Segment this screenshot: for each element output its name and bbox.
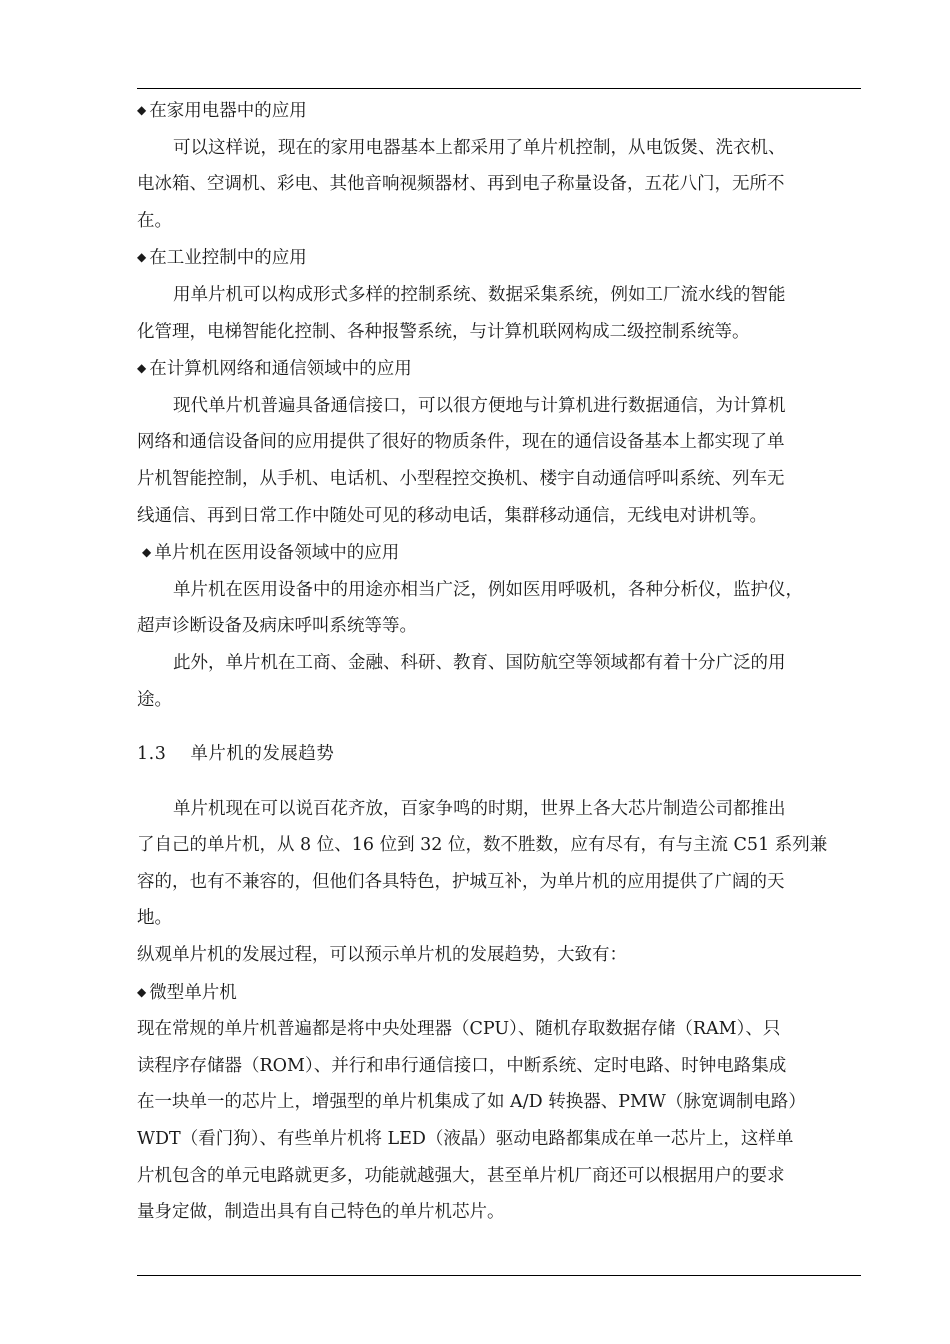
footer-rule — [137, 1275, 861, 1276]
paragraph-line: 化管理，电梯智能化控制、各种报警系统，与计算机联网构成二级控制系统等。 — [137, 321, 750, 342]
paragraph-line: WDT（看门狗）、有些单片机将 LED（液晶）驱动电路都集成在单一芯片上，这样单 — [137, 1129, 794, 1150]
paragraph-line: 了自己的单片机，从 8 位、16 位到 32 位，数不胜数，应有尽有，有与主流 C51 系列兼 — [137, 835, 828, 856]
paragraph-line: 超声诊断设备及病床呼叫系统等等。 — [137, 616, 417, 637]
paragraph — [137, 572, 863, 645]
page-body — [137, 92, 863, 1231]
diamond-bullet-icon: ◆ — [137, 103, 147, 117]
paragraph-line: 片机包含的单元电路就更多，功能就越强大，甚至单片机厂商还可以根据用户的要求 — [137, 1165, 785, 1186]
paragraph — [137, 130, 863, 240]
paragraph-line: 读程序存储器（ROM）、并行和串行通信接口，中断系统、定时电路、时钟电路集成 — [137, 1055, 787, 1076]
paragraph-line: 可以这样说，现在的家用电器基本上都采用了单片机控制，从电饭煲、洗衣机、 — [173, 137, 786, 158]
bullet-heading — [137, 350, 863, 388]
section-number: 1.3 — [137, 744, 167, 765]
paragraph-line: 容的，也有不兼容的，但他们各具特色，护城互补，为单片机的应用提供了广阔的天 — [137, 871, 785, 892]
diamond-bullet-icon: ◆ — [142, 545, 152, 560]
paragraph-line: 纵观单片机的发展过程，可以预示单片机的发展趋势，大致有： — [137, 945, 627, 966]
bullet-heading-text: 在工业控制中的应用 — [149, 248, 307, 269]
paragraph-line: 地。 — [137, 908, 172, 929]
paragraph-line: 现在常规的单片机普遍都是将中央处理器（CPU）、随机存取数据存储（RAM）、只 — [137, 1019, 781, 1040]
bullet-heading-text: 在家用电器中的应用 — [149, 101, 307, 121]
paragraph-line: 量身定做，制造出具有自己特色的单片机芯片。 — [137, 1202, 505, 1223]
paragraph-line: 途。 — [137, 689, 172, 710]
bullet-heading-text: 微型单片机 — [149, 982, 237, 1003]
bullet-heading — [137, 974, 863, 1012]
paragraph — [137, 277, 863, 350]
paragraph-line: 电冰箱、空调机、彩电、其他音响视频器材、再到电子称量设备，五花八门，无所不 — [137, 174, 785, 195]
diamond-bullet-icon: ◆ — [137, 361, 147, 376]
paragraph-line: 此外，单片机在工商、金融、科研、教育、国防航空等领域都有着十分广泛的用 — [173, 652, 786, 673]
diamond-bullet-icon: ◆ — [137, 250, 147, 265]
paragraph-line: 线通信、再到日常工作中随处可见的移动电话，集群移动通信，无线电对讲机等。 — [137, 505, 767, 526]
paragraph-line: 片机智能控制，从手机、电话机、小型程控交换机、楼宇自动通信呼叫系统、列车无 — [137, 468, 785, 489]
bullet-heading — [137, 92, 863, 130]
paragraph-line: 现代单片机普遍具备通信接口，可以很方便地与计算机进行数据通信，为计算机 — [173, 395, 786, 416]
paragraph-line: 用单片机可以构成形式多样的控制系统、数据采集系统，例如工厂流水线的智能 — [173, 284, 786, 305]
paragraph-line: 网络和通信设备间的应用提供了很好的物质条件，现在的通信设备基本上都实现了单 — [137, 432, 785, 453]
bullet-heading — [137, 534, 863, 572]
header-rule — [137, 88, 861, 89]
paragraph-line: 单片机现在可以说百花齐放，百家争鸣的时期，世界上各大芯片制造公司都推出 — [173, 798, 786, 819]
paragraph-line: 在一块单一的芯片上，增强型的单片机集成了如 A/D 转换器、PMW（脉宽调制电路） — [137, 1092, 806, 1113]
paragraph-line: 单片机在医用设备中的用途亦相当广泛，例如医用呼吸机，各种分析仪，监护仪， — [173, 579, 803, 600]
diamond-bullet-icon: ◆ — [137, 984, 147, 999]
paragraph — [137, 645, 863, 718]
plain-paragraph — [137, 937, 863, 974]
paragraph-line: 在。 — [137, 210, 172, 231]
section-title-text: 单片机的发展趋势 — [190, 744, 335, 765]
paragraph — [137, 388, 863, 534]
plain-paragraph — [137, 1011, 863, 1231]
bullet-heading — [137, 239, 863, 277]
bullet-heading-text: 在计算机网络和通信领域中的应用 — [149, 359, 412, 380]
section-title — [137, 736, 863, 773]
paragraph — [137, 791, 863, 937]
bullet-heading-text: 单片机在医用设备领域中的应用 — [154, 543, 400, 564]
